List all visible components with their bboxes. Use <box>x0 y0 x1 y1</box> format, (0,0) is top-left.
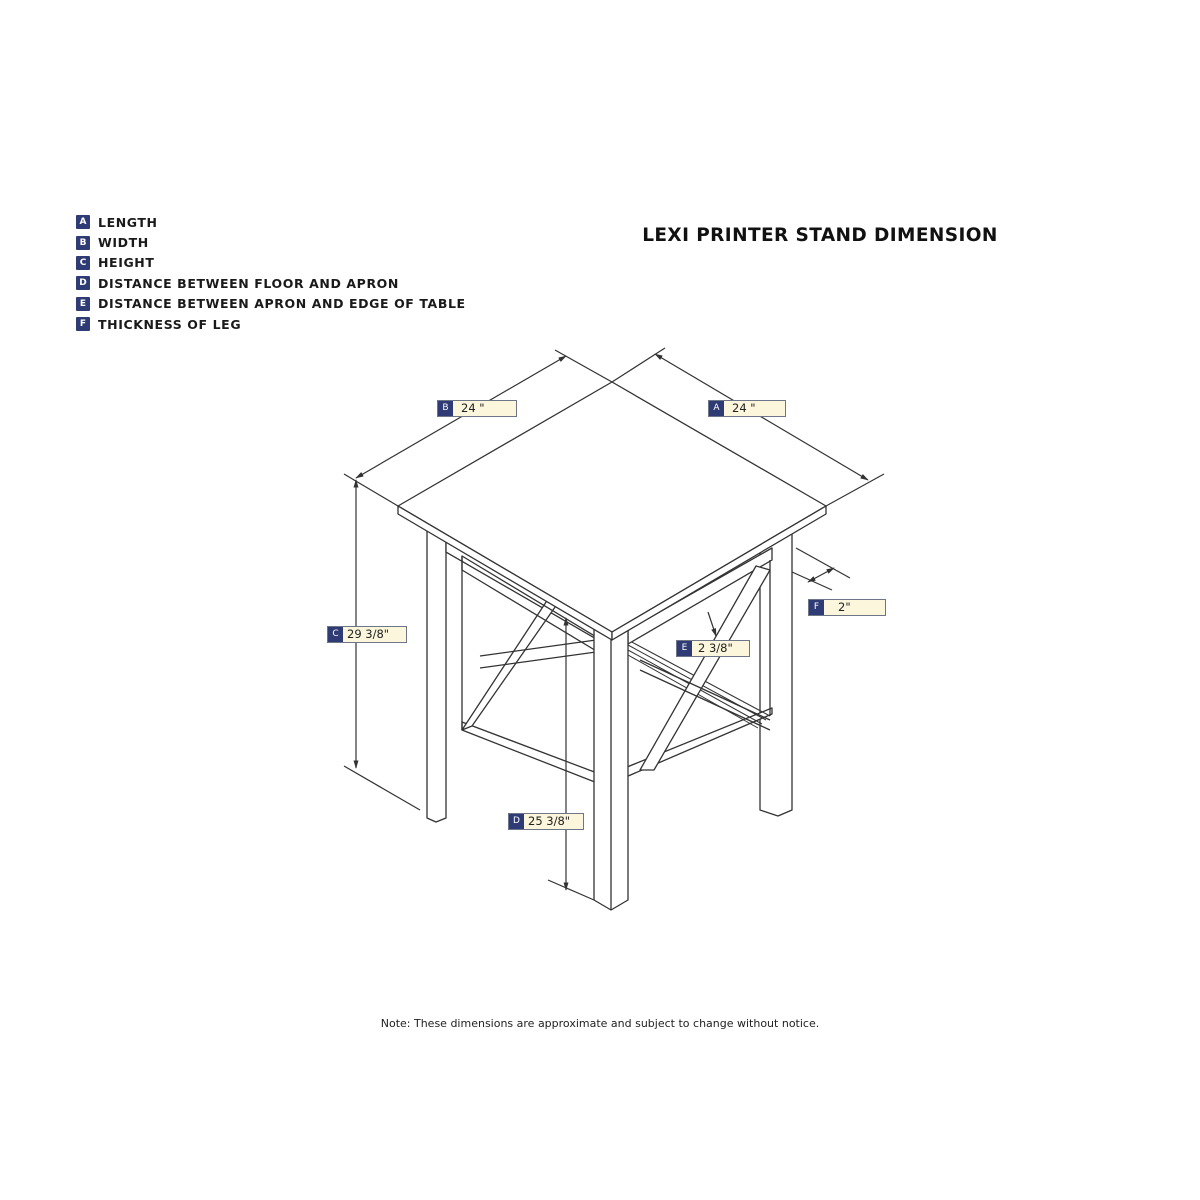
dim-label-f <box>808 599 886 616</box>
dim-label-a <box>708 400 786 417</box>
dim-value-b: 24 " <box>461 401 485 415</box>
legend-key-f: F <box>76 317 90 331</box>
legend-label-width: WIDTH <box>98 235 149 251</box>
dim-value-f: 2" <box>838 600 851 614</box>
legend-label-height: HEIGHT <box>98 255 155 271</box>
disclaimer-note: Note: These dimensions are approximate and subject to change without notice. <box>380 1017 820 1030</box>
dim-label-d <box>508 813 584 830</box>
legend-label-length: LENGTH <box>98 214 158 230</box>
diagram-title: LEXI PRINTER STAND DIMENSION <box>642 225 998 246</box>
dim-value-c: 29 3/8" <box>347 627 390 641</box>
legend-key-a: A <box>76 215 90 229</box>
dim-key-a: A <box>709 401 724 416</box>
leg-front-left <box>427 524 446 822</box>
dim-key-c: C <box>328 627 343 642</box>
dim-key-f: F <box>809 600 824 615</box>
dim-line-f <box>808 568 834 582</box>
dim-value-d: 25 3/8" <box>528 814 571 828</box>
dim-line-e <box>708 612 716 636</box>
x-brace-left-a <box>462 596 560 730</box>
dim-key-b: B <box>438 401 453 416</box>
legend-key-b: B <box>76 236 90 250</box>
dim-label-b <box>437 400 517 417</box>
dim-label-c <box>327 626 407 643</box>
dim-label-e <box>676 640 750 657</box>
legend-key-c: C <box>76 256 90 270</box>
legend-label-leg-thickness: THICKNESS OF LEG <box>98 316 242 332</box>
legend-label-apron-edge: DISTANCE BETWEEN APRON AND EDGE OF TABLE <box>98 296 466 312</box>
dim-value-a: 24 " <box>732 401 756 415</box>
legend-key-e: E <box>76 297 90 311</box>
dim-key-e: E <box>677 641 692 656</box>
dim-key-d: D <box>509 814 524 829</box>
legend-label-floor-apron: DISTANCE BETWEEN FLOOR AND APRON <box>98 275 399 291</box>
legend-key-d: D <box>76 276 90 290</box>
dim-value-e: 2 3/8" <box>698 641 733 655</box>
